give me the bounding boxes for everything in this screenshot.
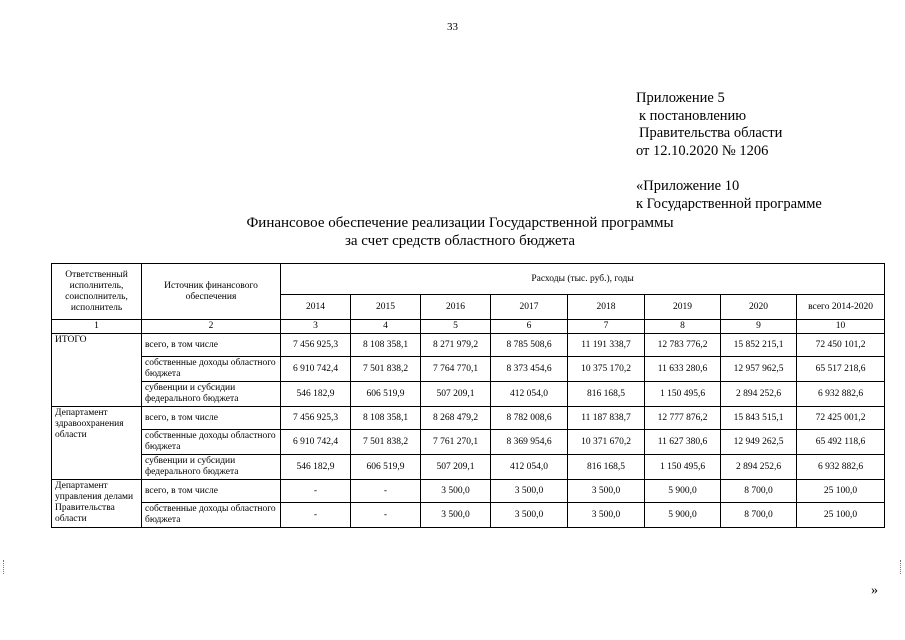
scan-edge-mark <box>900 560 902 574</box>
column-number: 7 <box>568 320 645 334</box>
appendix-line: к постановлению <box>639 107 747 124</box>
total-cell: 65 517 218,6 <box>797 357 885 382</box>
value-cell: 3 500,0 <box>568 480 645 503</box>
appendix-prev-block <box>636 178 822 213</box>
source-cell: субвенции и субсидии федерального бюджета <box>142 455 281 480</box>
financing-table <box>51 263 885 528</box>
total-cell: 65 492 118,6 <box>797 430 885 455</box>
page-number: 33 <box>447 21 458 33</box>
value-cell: 5 900,0 <box>645 480 721 503</box>
value-cell: 12 957 962,5 <box>721 357 797 382</box>
header-year: 2014 <box>281 295 351 320</box>
header-year: 2015 <box>351 295 421 320</box>
value-cell: 2 894 252,6 <box>721 382 797 407</box>
header-year: 2018 <box>568 295 645 320</box>
value-cell: 7 764 770,1 <box>421 357 491 382</box>
column-number: 8 <box>645 320 721 334</box>
value-cell: 10 371 670,2 <box>568 430 645 455</box>
header-expenses: Расходы (тыс. руб.), годы <box>281 264 885 295</box>
value-cell: 8 373 454,6 <box>491 357 568 382</box>
value-cell: 11 187 838,7 <box>568 407 645 430</box>
value-cell: 15 843 515,1 <box>721 407 797 430</box>
total-cell: 25 100,0 <box>797 480 885 503</box>
value-cell: 8 785 508,6 <box>491 334 568 357</box>
executor-cell: Департамент здравоохранения области <box>52 407 142 480</box>
value-cell: 546 182,9 <box>281 455 351 480</box>
value-cell: 8 108 358,1 <box>351 334 421 357</box>
executor-cell: Департамент управления делами Правительства области <box>52 480 142 528</box>
value-cell: 8 268 479,2 <box>421 407 491 430</box>
table-row <box>52 503 885 528</box>
column-number: 10 <box>797 320 885 334</box>
table-row <box>52 480 885 503</box>
value-cell: 2 894 252,6 <box>721 455 797 480</box>
header-executor: Ответственный исполнитель, соисполнитель, исполнитель <box>52 264 142 320</box>
value-cell: - <box>281 503 351 528</box>
total-cell: 6 932 882,6 <box>797 455 885 480</box>
table-row <box>52 430 885 455</box>
scan-edge-mark <box>3 560 5 574</box>
source-cell: всего, в том числе <box>142 480 281 503</box>
table-row <box>52 455 885 480</box>
column-number: 4 <box>351 320 421 334</box>
header-year: 2020 <box>721 295 797 320</box>
appendix-block <box>636 90 782 160</box>
total-cell: 6 932 882,6 <box>797 382 885 407</box>
value-cell: 6 910 742,4 <box>281 430 351 455</box>
title-line: Финансовое обеспечение реализации Государственной программы <box>246 215 674 231</box>
total-cell: 72 425 001,2 <box>797 407 885 430</box>
column-number: 6 <box>491 320 568 334</box>
value-cell: - <box>351 503 421 528</box>
appendix-line: Правительства области <box>639 125 783 141</box>
value-cell: 8 782 008,6 <box>491 407 568 430</box>
column-number: 5 <box>421 320 491 334</box>
table-row <box>52 407 885 430</box>
value-cell: 11 633 280,6 <box>645 357 721 382</box>
source-cell: собственные доходы областного бюджета <box>142 430 281 455</box>
value-cell: 8 271 979,2 <box>421 334 491 357</box>
total-cell: 25 100,0 <box>797 503 885 528</box>
header-year: 2019 <box>645 295 721 320</box>
value-cell: 8 369 954,6 <box>491 430 568 455</box>
header-total: всего 2014-2020 <box>797 295 885 320</box>
value-cell: 606 519,9 <box>351 382 421 407</box>
table-row <box>52 382 885 407</box>
header-source: Источник финансового обеспечения <box>142 264 281 320</box>
value-cell: 6 910 742,4 <box>281 357 351 382</box>
value-cell: 3 500,0 <box>421 503 491 528</box>
value-cell: 3 500,0 <box>568 503 645 528</box>
source-cell: субвенции и субсидии федерального бюджета <box>142 382 281 407</box>
appendix-prev-line: к Государственной программе <box>636 195 822 212</box>
value-cell: 3 500,0 <box>421 480 491 503</box>
column-number-row <box>52 320 885 334</box>
title-line: за счет средств областного бюджета <box>344 233 576 249</box>
value-cell: 816 168,5 <box>568 382 645 407</box>
value-cell: 5 900,0 <box>645 503 721 528</box>
value-cell: 11 191 338,7 <box>568 334 645 357</box>
value-cell: 10 375 170,2 <box>568 357 645 382</box>
value-cell: 15 852 215,1 <box>721 334 797 357</box>
value-cell: 8 700,0 <box>721 480 797 503</box>
closing-quote: » <box>871 583 878 598</box>
document-title <box>200 214 720 250</box>
executor-cell: ИТОГО <box>52 334 142 407</box>
appendix-title: Приложение 5 <box>636 90 725 106</box>
source-cell: собственные доходы областного бюджета <box>142 503 281 528</box>
value-cell: 11 627 380,6 <box>645 430 721 455</box>
table-row <box>52 334 885 357</box>
header-year: 2017 <box>491 295 568 320</box>
value-cell: 546 182,9 <box>281 382 351 407</box>
value-cell: 3 500,0 <box>491 503 568 528</box>
value-cell: 8 108 358,1 <box>351 407 421 430</box>
value-cell: 7 456 925,3 <box>281 407 351 430</box>
table-body <box>52 264 885 528</box>
value-cell: 606 519,9 <box>351 455 421 480</box>
appendix-date: от 12.10.2020 № 1206 <box>636 142 769 159</box>
value-cell: 7 501 838,2 <box>351 357 421 382</box>
table-header-row <box>52 264 885 295</box>
column-number: 1 <box>52 320 142 334</box>
value-cell: - <box>351 480 421 503</box>
source-cell: всего, в том числе <box>142 334 281 357</box>
column-number: 2 <box>142 320 281 334</box>
value-cell: 7 456 925,3 <box>281 334 351 357</box>
value-cell: 7 501 838,2 <box>351 430 421 455</box>
value-cell: 12 783 776,2 <box>645 334 721 357</box>
table-row <box>52 357 885 382</box>
column-number: 9 <box>721 320 797 334</box>
value-cell: 12 949 262,5 <box>721 430 797 455</box>
value-cell: 816 168,5 <box>568 455 645 480</box>
appendix-prev-title: «Приложение 10 <box>636 178 740 194</box>
value-cell: 412 054,0 <box>491 382 568 407</box>
total-cell: 72 450 101,2 <box>797 334 885 357</box>
header-year: 2016 <box>421 295 491 320</box>
source-cell: собственные доходы областного бюджета <box>142 357 281 382</box>
value-cell: 507 209,1 <box>421 455 491 480</box>
value-cell: 507 209,1 <box>421 382 491 407</box>
value-cell: 1 150 495,6 <box>645 455 721 480</box>
value-cell: 3 500,0 <box>491 480 568 503</box>
value-cell: 12 777 876,2 <box>645 407 721 430</box>
value-cell: 7 761 270,1 <box>421 430 491 455</box>
value-cell: 1 150 495,6 <box>645 382 721 407</box>
value-cell: 412 054,0 <box>491 455 568 480</box>
value-cell: 8 700,0 <box>721 503 797 528</box>
value-cell: - <box>281 480 351 503</box>
column-number: 3 <box>281 320 351 334</box>
source-cell: всего, в том числе <box>142 407 281 430</box>
